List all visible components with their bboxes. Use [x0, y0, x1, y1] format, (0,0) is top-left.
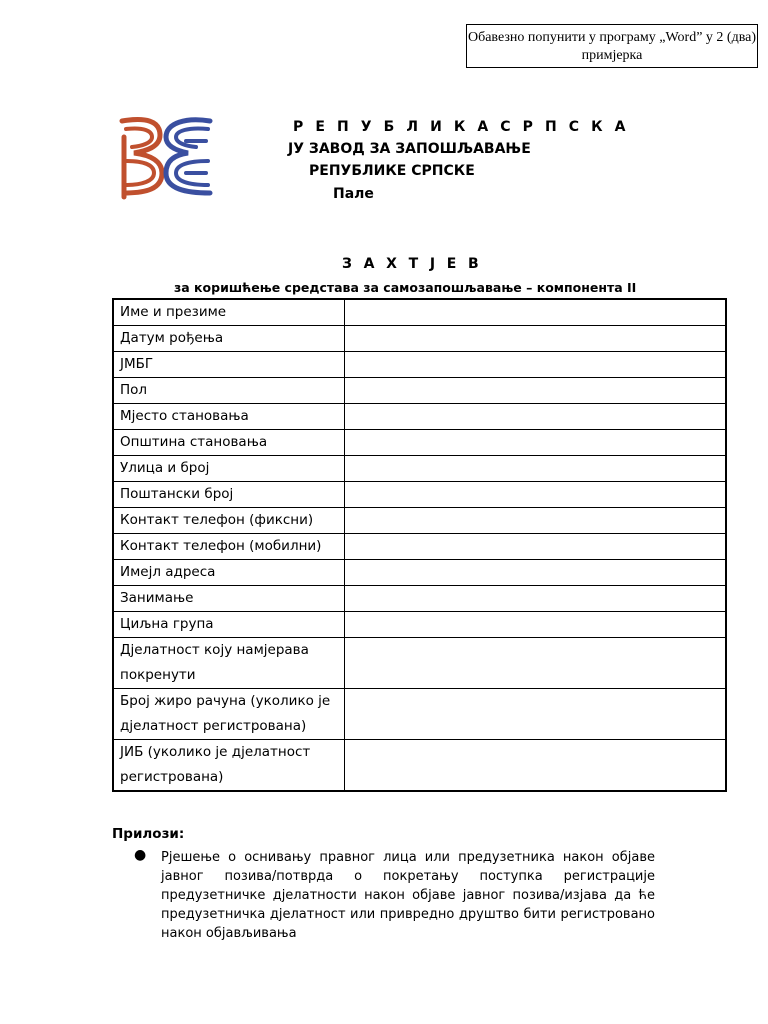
document-subtitle: за коришћење средстава за самозапошљавање – компонента II: [174, 280, 637, 295]
field-value-cell[interactable]: [345, 586, 727, 612]
field-label: Занимање: [113, 586, 345, 612]
form-row: [113, 638, 726, 689]
field-label: Циљна група: [113, 612, 345, 638]
form-row: [113, 508, 726, 534]
field-label: Број жиро рачуна (уколико је дјелатност регистрована): [113, 689, 345, 740]
field-label: Контакт телефон (мобилни): [113, 534, 345, 560]
field-label: Општина становања: [113, 430, 345, 456]
header-institution-line1: ЈУ ЗАВОД ЗА ЗАПОШЉАВАЊЕ: [288, 141, 531, 157]
form-row: [113, 534, 726, 560]
field-label: Име и презиме: [113, 299, 345, 326]
field-value-cell[interactable]: [345, 378, 727, 404]
field-label: Пол: [113, 378, 345, 404]
form-row: [113, 482, 726, 508]
word-notice-text: Обавезно попунити у програму „Word” у 2 (два) примјерка: [467, 30, 757, 63]
field-value-cell[interactable]: [345, 456, 727, 482]
form-row: [113, 430, 726, 456]
field-value-cell[interactable]: [345, 430, 727, 456]
field-value-cell[interactable]: [345, 612, 727, 638]
field-value-cell[interactable]: [345, 326, 727, 352]
form-row: [113, 586, 726, 612]
form-row: [113, 299, 726, 326]
field-value-cell[interactable]: [345, 689, 727, 740]
field-label: ЈИБ (уколико је дјелатност регистрована): [113, 740, 345, 792]
field-label: Поштански број: [113, 482, 345, 508]
zzrs-logo-icon: [116, 113, 216, 203]
header-institution-line2: РЕПУБЛИКЕ СРПСКЕ: [309, 163, 475, 179]
attachments-title: Прилози:: [112, 826, 185, 842]
field-label: Дјелатност коју намјерава покренути: [113, 638, 345, 689]
form-row: [113, 352, 726, 378]
field-value-cell[interactable]: [345, 534, 727, 560]
field-value-cell[interactable]: [345, 404, 727, 430]
field-value-cell[interactable]: [345, 740, 727, 792]
form-row: [113, 326, 726, 352]
field-value-cell[interactable]: [345, 482, 727, 508]
field-label: Контакт телефон (фиксни): [113, 508, 345, 534]
attachment-item: Рјешење о оснивању правног лица или предузетника након објаве јавног позива/потврда о покретању поступка регистрације предузетничке дјелатности након објаве јавног позива/изјава да ће предузетничка дјелатност или привредно друштво бити регистровано након објављивања: [161, 850, 655, 941]
form-row: [113, 612, 726, 638]
form-row: [113, 740, 726, 792]
form-row: [113, 689, 726, 740]
field-label: Мјесто становања: [113, 404, 345, 430]
word-notice-box: [466, 24, 758, 68]
field-value-cell[interactable]: [345, 560, 727, 586]
form-row: [113, 456, 726, 482]
field-label: Улица и број: [113, 456, 345, 482]
field-label: ЈМБГ: [113, 352, 345, 378]
field-label: Имејл адреса: [113, 560, 345, 586]
field-value-cell[interactable]: [345, 508, 727, 534]
application-form-table: [112, 298, 727, 792]
header-country: Р Е П У Б Л И К А С Р П С К А: [293, 119, 630, 135]
form-row: [113, 378, 726, 404]
field-value-cell[interactable]: [345, 352, 727, 378]
form-row: [113, 560, 726, 586]
header-city: Пале: [333, 186, 374, 202]
field-value-cell[interactable]: [345, 299, 727, 326]
field-label: Датум рођења: [113, 326, 345, 352]
document-title: З А Х Т Ј Е В: [342, 256, 483, 272]
field-value-cell[interactable]: [345, 638, 727, 689]
bullet-icon: ●: [134, 847, 147, 863]
form-row: [113, 404, 726, 430]
